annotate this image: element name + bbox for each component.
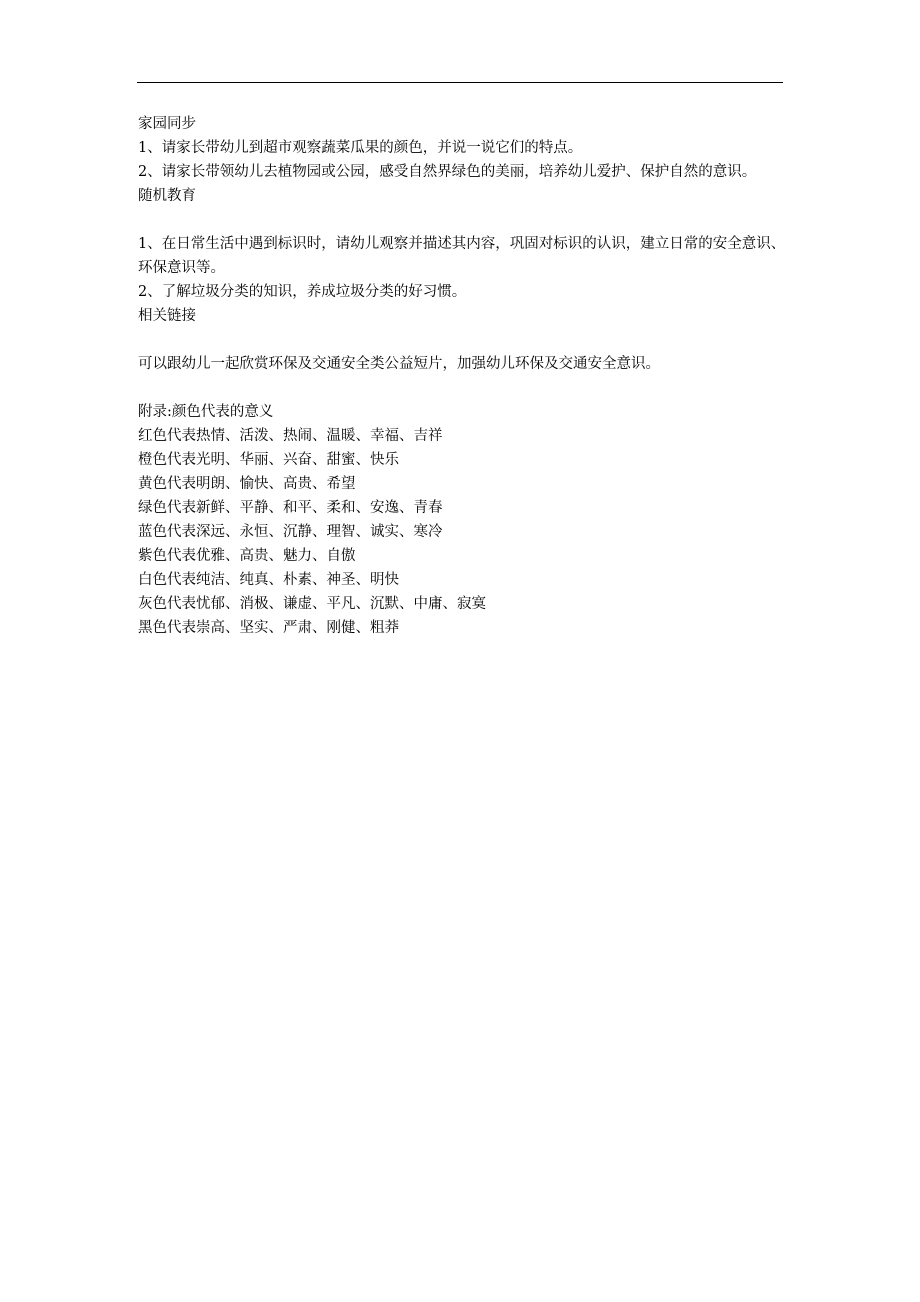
- color-meaning-black: 黑色代表崇高、坚实、严肃、刚健、粗莽: [138, 620, 399, 636]
- color-meaning-blue: 蓝色代表深远、永恒、沉静、理智、诚实、寒冷: [138, 524, 443, 540]
- random-edu-item-2: 2、了解垃圾分类的知识，养成垃圾分类的好习惯。: [138, 284, 467, 300]
- blank-line: [138, 328, 788, 352]
- links-text: 可以跟幼儿一起欣赏环保及交通安全类公益短片，加强幼儿环保及交通安全意识。: [138, 356, 660, 372]
- header-rule: [137, 82, 783, 83]
- color-meaning-purple: 紫色代表优雅、高贵、魅力、自傲: [138, 548, 356, 564]
- blank-line: [138, 208, 788, 232]
- color-meaning-gray: 灰色代表忧郁、消极、谦虚、平凡、沉默、中庸、寂寞: [138, 596, 486, 612]
- color-meaning-white: 白色代表纯洁、纯真、朴素、神圣、明快: [138, 572, 399, 588]
- appendix-heading: 附录:颜色代表的意义: [138, 404, 274, 420]
- color-meaning-green: 绿色代表新鲜、平静、和平、柔和、安逸、青春: [138, 500, 443, 516]
- home-sync-item-1: 1、请家长带幼儿到超市观察蔬菜瓜果的颜色，并说一说它们的特点。: [138, 140, 583, 156]
- home-sync-item-2: 2、请家长带领幼儿去植物园或公园，感受自然界绿色的美丽，培养幼儿爱护、保护自然的意识。: [138, 164, 757, 180]
- home-sync-heading: 家园同步: [138, 116, 196, 132]
- random-edu-item-1: 1、在日常生活中遇到标识时，请幼儿观察并描述其内容，巩固对标识的认识，建立日常的安全意识、环保意识等。: [138, 236, 786, 276]
- color-meaning-red: 红色代表热情、活泼、热闹、温暖、幸福、吉祥: [138, 428, 443, 444]
- links-heading: 相关链接: [138, 308, 196, 324]
- color-meaning-yellow: 黄色代表明朗、愉快、高贵、希望: [138, 476, 356, 492]
- blank-line: [138, 376, 788, 400]
- document-body: [138, 112, 788, 640]
- random-edu-heading: 随机教育: [138, 188, 196, 204]
- color-meaning-orange: 橙色代表光明、华丽、兴奋、甜蜜、快乐: [138, 452, 399, 468]
